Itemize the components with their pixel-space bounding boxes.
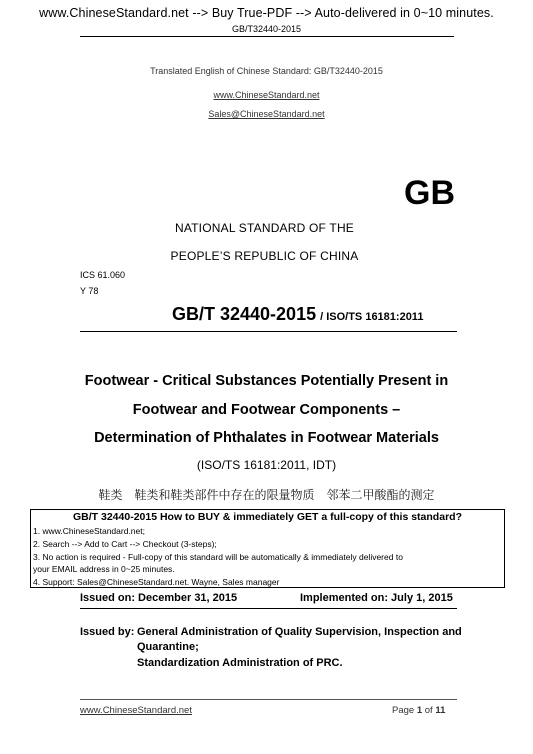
buy-box-line: 1. www.ChineseStandard.net; (33, 526, 145, 536)
page-of: of (424, 705, 433, 716)
national-line-1: NATIONAL STANDARD OF THE (174, 221, 355, 235)
y-code: Y 78 (80, 286, 99, 296)
buy-box-line: 4. Support: Sales@ChineseStandard.net. Wayne, Sales manager (33, 577, 280, 587)
issued-by-label: Issued by: (80, 626, 135, 638)
buy-box-line: your EMAIL address in 0~25 minutes. (33, 564, 175, 574)
page-indicator (392, 705, 445, 716)
page-total: 11 (435, 705, 446, 716)
issuer-line-1: General Administration of Quality Supervision, Inspection and (137, 626, 462, 638)
national-line-2: PEOPLE’S REPUBLIC OF CHINA (170, 249, 359, 263)
page-number: 1 (416, 705, 423, 716)
translated-line: Translated English of Chinese Standard: GB/T32440-2015 (150, 66, 383, 76)
issued-on-date: Issued on: December 31, 2015 (80, 592, 238, 604)
ics-code: ICS 61.060 (80, 270, 126, 280)
buy-box-line: 3. No action is required - Full-copy of this standard will be automatically & immediately delivered to (33, 552, 403, 562)
page-prefix: Page (392, 705, 415, 716)
gb-logo: GB (404, 174, 455, 212)
header-divider (80, 36, 454, 37)
title-line-3: Determination of Phthalates in Footwear Materials (94, 430, 439, 446)
footer-divider (80, 699, 457, 700)
email-link[interactable]: Sales@ChineseStandard.net (208, 109, 325, 119)
implemented-on-date: Implemented on: July 1, 2015 (300, 592, 453, 604)
title-line-2: Footwear and Footwear Components – (132, 402, 401, 418)
footer-website-link[interactable]: www.ChineseStandard.net (80, 705, 192, 716)
top-banner-text: www.ChineseStandard.net --> Buy True-PDF --> Auto-delivered in 0~10 minutes. (39, 6, 494, 20)
cover-divider (80, 331, 457, 332)
dates-divider (80, 608, 457, 609)
buy-box-title: GB/T 32440-2015 How to BUY & immediately GET a full-copy of this standard? (73, 511, 462, 523)
title-line-1: Footwear - Critical Substances Potentially Present in (84, 373, 449, 389)
header-doc-code: GB/T32440-2015 (231, 24, 302, 34)
website-link[interactable]: www.ChineseStandard.net (213, 90, 320, 100)
standard-number-text: GB/T 32440-2015 (172, 304, 317, 324)
chinese-title: 鞋类 鞋类和鞋类部件中存在的限量物质 邻苯二甲酸酯的测定 (98, 488, 435, 502)
standard-number (172, 304, 423, 325)
issuer-line-2: Quarantine; (137, 641, 199, 653)
buy-box-line: 2. Search --> Add to Cart --> Checkout (3-steps); (33, 539, 217, 549)
idt-line: (ISO/TS 16181:2011, IDT) (196, 458, 337, 472)
iso-reference: / ISO/TS 16181:2011 (320, 311, 424, 323)
issuer-line-3: Standardization Administration of PRC. (137, 657, 343, 669)
